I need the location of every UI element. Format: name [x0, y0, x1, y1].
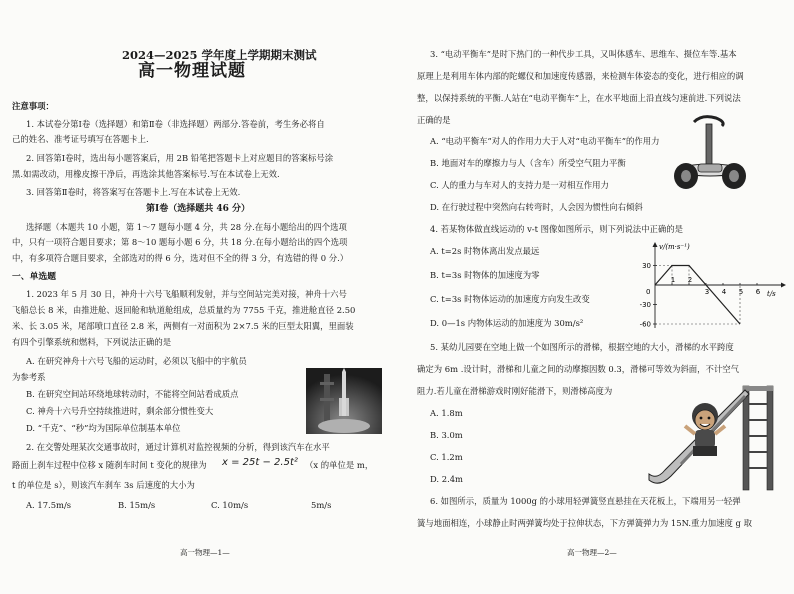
rocket-launch-photo [306, 368, 382, 434]
right-page [397, 0, 794, 594]
q5-option-a: A. 1.8m [430, 408, 463, 418]
q1-option-b: B. 在研究空间站环绕地球转动时，不能将空间站看成质点 [26, 389, 239, 399]
q1-option-a: A. 在研究神舟十六号飞船的运动时，必须以飞船中的宇航员 [26, 356, 247, 366]
x-tick-label: 5 [738, 288, 744, 296]
notice-heading: 注意事项： [12, 101, 54, 111]
q1-line: 有四个引擎系统和燃料，下列说法正确的是 [12, 337, 172, 347]
notice-line: 黑.如需改动，用橡皮擦干净后，再选涂其他答案标号.写在本试卷上无效. [12, 169, 280, 179]
q4-option-a: A. t=2s 时物体离出发点最远 [430, 246, 540, 256]
q4-line: 4. 若某物体做直线运动的 v-t 图像如图所示，则下列说法中正确的是 [430, 224, 684, 234]
page-footer: 高一物理—1— [180, 548, 230, 557]
q5-line: 5. 某幼儿园要在空地上做一个如图所示的滑梯，根据空地的大小，滑梯的水平跨度 [430, 342, 734, 352]
section1-desc: 中，有多项符合题目要求，全部选对的得 6 分，选对但不全的得 3 分，有选错的得 0 分.） [12, 253, 349, 263]
x-tick-label: 3 [704, 288, 710, 296]
q1-option-a-cont: 为参考系 [12, 372, 46, 382]
balance-scooter-picture [672, 112, 750, 194]
q6-line: 簧与地面相连，小球静止时两弹簧均处于拉伸状态，下方弹簧弹力为 15N.重力加速度 g 取 [417, 518, 752, 528]
notice-line: 3. 回答第Ⅱ卷时，将答案写在答题卡上.写在本试卷上无效. [26, 187, 241, 197]
q3-line: 正确的是 [417, 115, 451, 125]
q3-option-c: C. 人的重力与车对人的支持力是一对相互作用力 [430, 180, 609, 190]
q5-line: 阻力.若儿童在滑梯游戏时刚好能滑下，则滑梯高度为 [417, 386, 613, 396]
q4-option-b: B. t=3s 时物体的加速度为零 [430, 270, 540, 280]
vt-data-line [655, 266, 740, 325]
vt-graph [635, 240, 791, 330]
q1-line: 米、长 3.05 米，尾部喷口直径 2.8 米，两侧有一对面积为 2×7.5 米的巨型太阳翼，里面装 [12, 321, 354, 331]
q3-option-a: A. “电动平衡车”对人的作用力大于人对“电动平衡车”的作用力 [430, 136, 660, 146]
x-tick-label: 4 [721, 288, 727, 296]
q2-option-b: B. 15m/s [118, 500, 156, 510]
notice-line: 2. 回答第Ⅰ卷时，选出每小题答案后，用 2B 铅笔把答题卡上对应题目的答案标号涂 [26, 153, 334, 163]
slide-picture [645, 380, 785, 492]
y-axis-label: v/(m·s⁻¹) [659, 243, 690, 251]
x-axis-arrow-icon [781, 283, 786, 288]
q4-option-c: C. t=3s 时物体运动的加速度方向发生改变 [430, 294, 590, 304]
exam-title: 高一物理试题 [138, 61, 246, 81]
q5-line: 确定为 6m .设计时，滑梯和儿童之间的动摩擦因数 0.3，滑梯可等效为斜面，不计空气 [417, 364, 739, 374]
q3-line: 原理上是利用车体内部的陀螺仪和加速度传感器，来检测车体姿态的变化，进行相应的调 [417, 71, 744, 81]
q2-line: 路面上刹车过程中位移 x 随刹车时间 t 变化的规律为 [12, 460, 207, 470]
section1-desc: 中，只有一项符合题目要求；第 8～10 题每小题 6 分，共 18 分.在每小题给出的四个选项 [12, 237, 348, 247]
x-tick-label: 6 [755, 288, 761, 296]
q1-line: 飞船总长 8 米，由推进舱、返回舱和轨道舱组成，总质量约为 7755 千克，推进舱直径 2.50 [12, 305, 356, 315]
q5-option-d: D. 2.4m [430, 474, 464, 484]
q2-line: 2. 在交警处理某次交通事故时，通过计算机对监控视频的分析，得到该汽车在水平 [26, 442, 330, 452]
x-axis-label: t/s [767, 290, 776, 298]
y-axis-arrow-icon [653, 242, 658, 247]
q2-line: （x 的单位是 m， [305, 460, 374, 470]
q2-option-a: A. 17.5m/s [26, 500, 72, 510]
q5-option-b: B. 3.0m [430, 430, 463, 440]
q2-option-d: 5m/s [311, 500, 332, 510]
notice-line: 己的姓名、准考证号填写在答题卡上. [12, 134, 149, 144]
single-choice-heading: 一、单选题 [12, 272, 56, 282]
exam-header: 2024—2025 学年度上学期期末测试 [122, 48, 317, 62]
q3-option-d: D. 在行驶过程中突然向右转弯时，人会因为惯性向右倾斜 [430, 202, 643, 212]
y-tick-label: -30 [639, 301, 651, 309]
q6-line: 6. 如图所示，质量为 1000g 的小球用轻弹簧竖直悬挂在天花板上，下端用另一轻弹 [430, 496, 741, 506]
y-tick-label: 30 [642, 262, 651, 270]
q1-option-d: D. “千克”、“秒”均为国际单位制基本单位 [26, 423, 181, 433]
section1-desc: 选择题（本题共 10 小题，第 1～7 题每小题 4 分，共 28 分.在每小题给出的四个选项 [26, 222, 347, 232]
q2-equation: x = 25t − 2.5t² [222, 457, 298, 468]
x-tick-label: 2 [687, 276, 693, 284]
q2-line: t 的单位是 s），则该汽车刹车 3s 后速度的大小为 [12, 480, 195, 490]
q2-option-c: C. 10m/s [211, 500, 249, 510]
q3-option-b: B. 地面对车的摩擦力与人（含车）所受空气阻力平衡 [430, 158, 626, 168]
y-tick-label: -60 [639, 320, 651, 329]
q1-line: 1. 2023 年 5 月 30 日，神舟十六号飞船顺利发射，并与空间站完美对接，神舟十六号 [26, 289, 347, 299]
q1-option-c: C. 神舟十六号升空持续推进时，剩余部分惯性变大 [26, 406, 214, 416]
notice-line: 1. 本试卷分第Ⅰ卷（选择题）和第Ⅱ卷（非选择题）两部分.答卷前，考生务必将自 [26, 119, 325, 129]
q3-line: 整，以保持系统的平衡.人站在“电动平衡车”上，在水平地面上沿直线匀速前进.下列说法 [417, 93, 741, 103]
q5-option-c: C. 1.2m [430, 452, 463, 462]
q3-line: 3. “电动平衡车”是时下热门的一种代步工具，又叫体感车、思维车、摄位车等.基本 [430, 49, 737, 59]
origin-label: 0 [646, 288, 651, 296]
x-tick-label: 1 [670, 276, 676, 284]
q4-option-d: D. 0—1s 内物体运动的加速度为 30m/s² [430, 318, 584, 328]
section1-title: 第Ⅰ卷（选择题共 46 分） [146, 204, 251, 214]
page-footer: 高一物理—2— [567, 548, 617, 557]
